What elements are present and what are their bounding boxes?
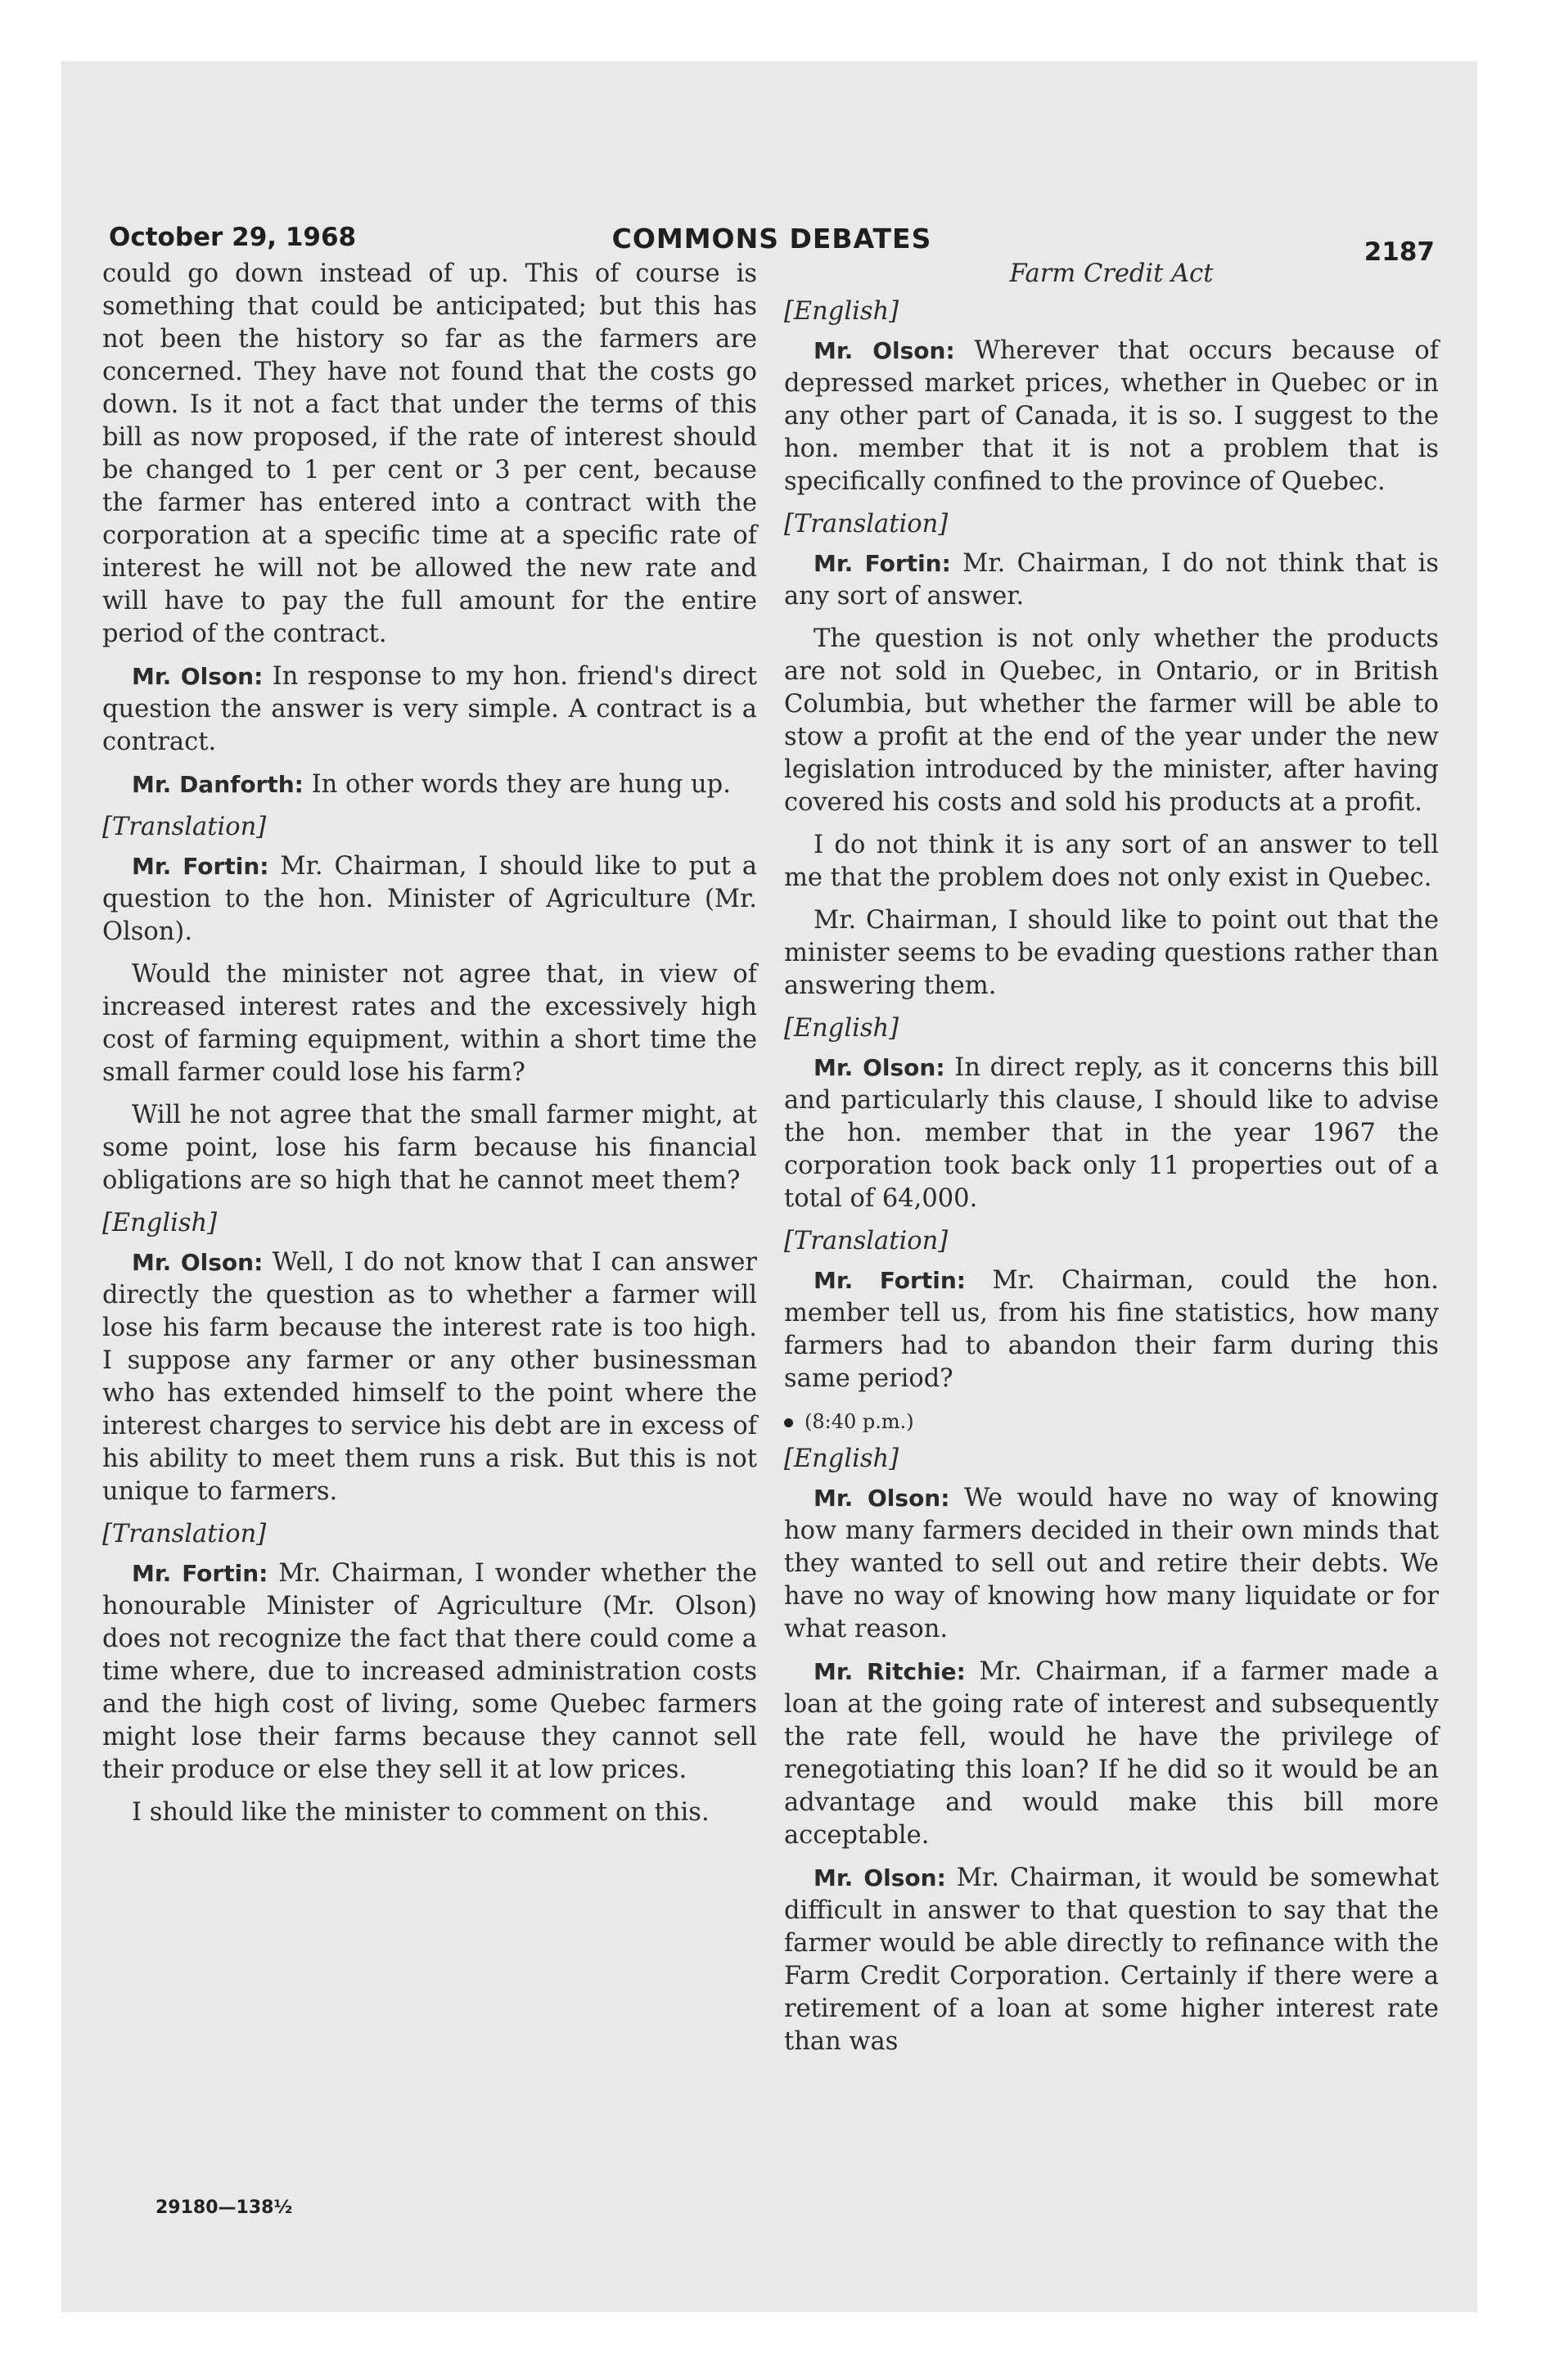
paragraph xyxy=(784,904,1439,1003)
speaker-name: Mr. Olson: xyxy=(814,1054,945,1081)
time-marker xyxy=(784,1405,1439,1438)
bullet-icon xyxy=(784,1418,793,1427)
language-marker: [English] xyxy=(784,1445,899,1473)
paragraph-text: The question is not only whether the products are not sold in Quebec, in Ontario, or in British Columbia, but whether the farmer will be able to stow a profit at the end of the year under the new legislation introduced by the minister, after having covered his costs and sold his products at a profit. xyxy=(784,624,1439,817)
time-text: (8:40 p.m.) xyxy=(805,1410,914,1433)
paragraph-text: In direct reply, as it concerns this bill and particularly this clause, I should like to advise the hon. member that in the year 1967 the corporation took back only 11 properties out of a total of 64,000. xyxy=(784,1053,1440,1213)
paragraph xyxy=(784,1052,1439,1215)
paragraph xyxy=(102,1557,757,1787)
paragraph xyxy=(784,335,1439,498)
paragraph xyxy=(102,769,757,801)
page-footer-code: 29180—138½ xyxy=(156,2197,293,2218)
paragraph xyxy=(102,1246,757,1508)
language-marker: [Translation] xyxy=(784,1227,949,1255)
language-marker: [English] xyxy=(784,1014,899,1043)
left-column xyxy=(102,258,757,1839)
paragraph-text: Mr. Chairman, I do not think that is any sort of answer. xyxy=(784,549,1440,611)
paragraph-text: Well, I do not know that I can answer directly the question as to whether a farmer will lose his farm because the interest rate is too high. I suppose any farmer or any other businessman who has extended himself to the point where the interest charges to service his debt are in excess of his ability to meet them runs a risk. But this is not unique to farmers. xyxy=(102,1248,757,1506)
speaker-name: Mr. Ritchie: xyxy=(814,1658,966,1685)
paragraph-text: Wherever that occurs because of depressed market prices, whether in Quebec or in any other part of Canada, it is so. I suggest to the hon. member that it is not a problem that is specifically confined to the province of Quebec. xyxy=(784,336,1440,496)
running-subtitle: Farm Credit Act xyxy=(1009,259,1214,288)
paragraph-text: Would the minister not agree that, in view of increased interest rates and the excessively high cost of farming equipment, within a short time the small farmer could lose his farm? xyxy=(102,960,757,1087)
speaker-name: Mr. Olson: xyxy=(814,337,955,364)
paragraph xyxy=(102,850,757,949)
speaker-name: Mr. Fortin: xyxy=(132,853,269,880)
paragraph-text: I should like the minister to comment on this. xyxy=(132,1798,710,1827)
paragraph xyxy=(102,1099,757,1197)
language-marker: [Translation] xyxy=(784,510,949,539)
language-marker: [Translation] xyxy=(102,1520,267,1548)
paragraph-text: Mr. Chairman, it would be somewhat difficult in answer to that question to say that the farmer would be able directly to refinance with the Farm Credit Corporation. Certainly if there were a retirement of a loan at some higher interest rate than was xyxy=(784,1864,1439,2056)
language-marker: [English] xyxy=(784,297,899,326)
speaker-name: Mr. Olson: xyxy=(814,1864,946,1891)
page-number: 2187 xyxy=(1363,237,1435,267)
document-page xyxy=(61,61,1477,2312)
paragraph xyxy=(784,1264,1439,1395)
paragraph xyxy=(784,1482,1439,1646)
paragraph-text: In response to my hon. friend's direct question the answer is very simple. A contract is a contract. xyxy=(102,662,757,756)
speaker-name: Mr. Fortin: xyxy=(814,550,951,577)
speaker-name: Mr. Olson: xyxy=(132,1249,264,1276)
paragraph xyxy=(784,623,1439,819)
paragraph-text: We would have no way of knowing how many farmers decided in their own minds that they wanted to sell out and retire their debts. We have no way of knowing how many liquidate or for what reason. xyxy=(784,1484,1439,1643)
language-marker: [Translation] xyxy=(102,813,267,841)
right-column xyxy=(784,258,1439,2068)
paragraph xyxy=(784,1862,1439,2058)
paragraph xyxy=(102,660,757,759)
paragraph-text: Mr. Chairman, could the hon. member tell us, from his fine statistics, how many farmers had to abandon their farm during this same period? xyxy=(784,1266,1439,1393)
paragraph-text: Mr. Chairman, if a farmer made a loan at the going rate of interest and subsequently the rate fell, would he have the privilege of renegotiating this loan? If he did so it would be an advantage and would make this bill more acceptable. xyxy=(784,1657,1439,1850)
paragraph-text: I do not think it is any sort of an answer to tell me that the problem does not only exist in Quebec. xyxy=(784,831,1439,892)
paragraph xyxy=(784,548,1439,613)
speaker-name: Mr. Fortin: xyxy=(132,1560,268,1587)
speaker-name: Mr. Olson: xyxy=(814,1485,950,1512)
paragraph xyxy=(784,829,1439,895)
paragraph-text: Will he not agree that the small farmer might, at some point, lose his farm because his financial obligations are so high that he cannot meet them? xyxy=(102,1101,757,1195)
paragraph-text: Mr. Chairman, I should like to point out that the minister seems to be evading questions rather than answering them. xyxy=(784,906,1439,1000)
paragraph-text: In other words they are hung up. xyxy=(311,770,731,799)
header-date: October 29, 1968 xyxy=(109,223,357,252)
paragraph xyxy=(784,1656,1439,1852)
speaker-name: Mr. Olson: xyxy=(132,663,264,690)
page-header xyxy=(109,213,1435,267)
paragraph-text: could go down instead of up. This of course is something that could be anticipated; but this has not been the history so far as the farmers are concerned. They have not found that the costs go down. Is it not a fact that under the terms of this bill as now proposed, if the rate of interest should be changed to 1 per cent or 3 per cent, because the farmer has entered into a contract with the corporation at a specific time at a specific rate of interest he will not be allowed the new rate and will have to pay the full amount for the entire period of the contract. xyxy=(102,259,757,648)
paragraph-text: Mr. Chairman, I wonder whether the honourable Minister of Agriculture (Mr. Olson) does not recognize the fact that there could come a time where, due to increased administration costs and the high cost of living, some Quebec farmers might lose their farms because they cannot sell their produce or else they sell it at low prices. xyxy=(102,1559,757,1784)
speaker-name: Mr. Danforth: xyxy=(132,771,304,798)
paragraph-text: Mr. Chairman, I should like to put a question to the hon. Minister of Agriculture (Mr. Olson). xyxy=(102,852,758,946)
language-marker: [English] xyxy=(102,1209,218,1237)
paragraph xyxy=(102,1796,757,1829)
paragraph xyxy=(102,258,757,651)
paragraph xyxy=(102,958,757,1089)
right-column-body xyxy=(784,295,1439,2058)
header-journal-title: COMMONS DEBATES xyxy=(611,223,932,255)
speaker-name: Mr. Fortin: xyxy=(814,1267,966,1294)
